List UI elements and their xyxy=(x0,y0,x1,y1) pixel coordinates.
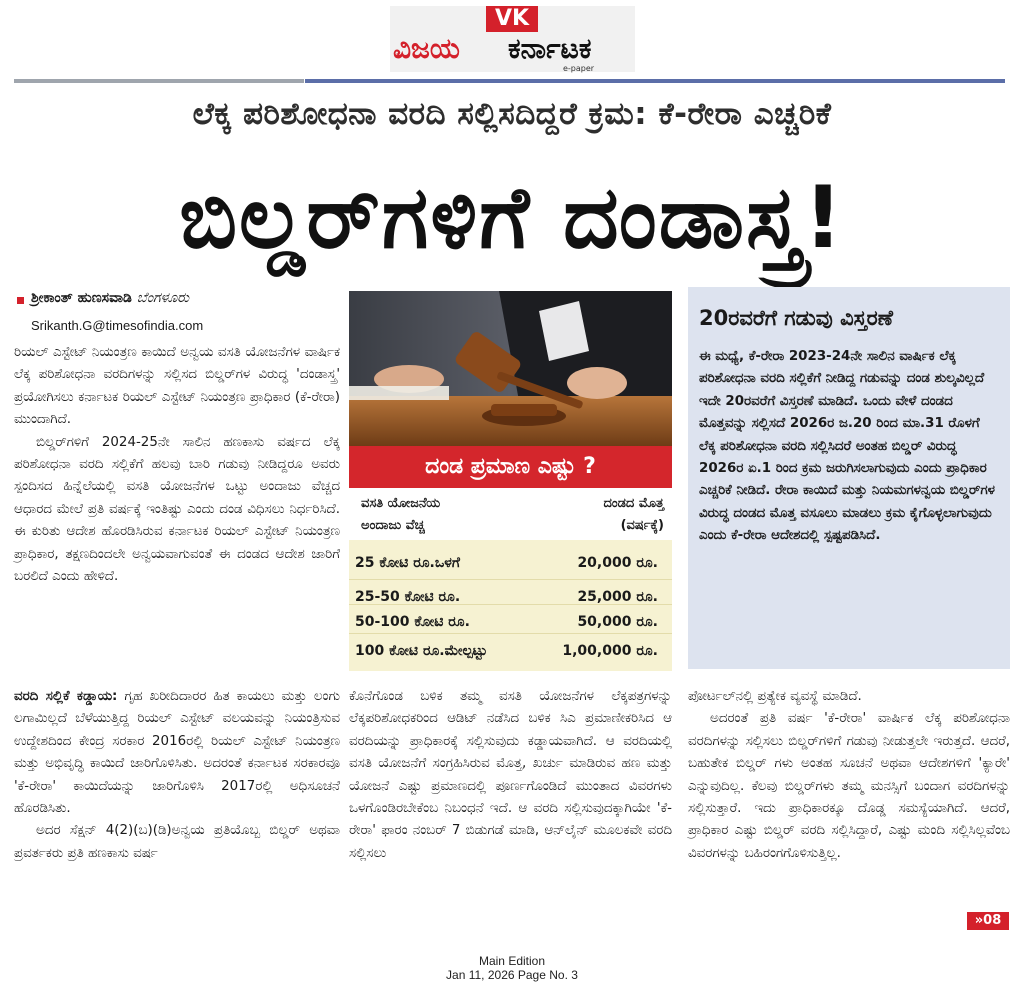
fine-amount: 1,00,000 ರೂ. xyxy=(562,643,658,659)
fine-table-title: ದಂಡ ಪ್ರಮಾಣ ಎಷ್ಟು ? xyxy=(349,446,672,488)
byline xyxy=(31,290,189,306)
article-paragraph: ರಿಯಲ್ ಎಸ್ಟೇಟ್ ನಿಯಂತ್ರಣ ಕಾಯಿದೆ ಅನ್ವಯ ವಸತಿ ಯೋಜನೆಗಳ ವಾರ್ಷಿಕ ಲೆಕ್ಕ ಪರಿಶೋಧನಾ ವರದಿಗಳನ್ನು ಸಲ್ಲಿಸದ ಬಿಲ್ಡರ್‌ಗಳ ವಿರುದ್ಧ 'ದಂಡಾಸ್ತ್ರ' ಪ್ರಯೋಗಿಸಲು ಕರ್ನಾಟಕ ರಿಯಲ್ ಎಸ್ಟೇಟ್ ನಿಯಂತ್ರಣ ಪ್ರಾಧಿಕಾರ (ಕೆ-ರೇರಾ) ಮುಂದಾಗಿದೆ. xyxy=(14,345,340,428)
subhead: ವರದಿ ಸಲ್ಲಿಕೆ ಕಡ್ಡಾಯ: xyxy=(14,689,118,704)
fine-amount: 50,000 ರೂ. xyxy=(577,614,658,630)
masthead-name-part1: ವಿಜಯ xyxy=(393,32,460,65)
article-paragraph: ಕೊನೆಗೊಂಡ ಬಳಿಕ ತಮ್ಮ ವಸತಿ ಯೋಜನೆಗಳ ಲೆಕ್ಕಪತ್ರಗಳನ್ನು ಲೆಕ್ಕಪರಿಶೋಧಕರಿಂದ ಆಡಿಟ್ ನಡೆಸಿದ ಬಳಿಕ ಸಿಎ ಪ್ರಮಾಣೀಕರಿಸಿದ ಆ ವರದಿಯನ್ನು ಪ್ರಾಧಿಕಾರಕ್ಕೆ ಸಲ್ಲಿಸುವುದು ಕಡ್ಡಾಯವಾಗಿದೆ. ಆ ವರದಿಯಲ್ಲಿ ವಸತಿ ಯೋಜನೆಗೆ ಸಂಗ್ರಹಿಸಿರುವ ಮೊತ್ತ, ಖರ್ಚು ಮಾಡಿರುವ ಹಣ ಮತ್ತು ಯೋಜನೆ ಎಷ್ಟು ಪ್ರಮಾಣದಲ್ಲಿ ಪೂರ್ಣಗೊಂಡಿದೆ ಮುಂತಾದ ವಿವರಗಳು ಒಳಗೊಂಡಿರಬೇಕೆಂಬ ನಿಬಂಧನೆ ಇದೆ. ಆ ವರದಿ ಸಲ್ಲಿಸುವುದಕ್ಕಾಗಿಯೇ 'ಕೆ-ರೇರಾ' ಫಾರಂ ನಂಬರ್ 7 ಬಿಡುಗಡೆ ಮಾಡಿ, ಆನ್‌ಲೈನ್ ಮೂಲಕವೇ ವರದಿ ಸಲ್ಲಿಸಲು xyxy=(349,689,672,861)
kicker-headline: ಲೆಕ್ಕ ಪರಿಶೋಧನಾ ವರದಿ ಸಲ್ಲಿಸದಿದ್ದರೆ ಕ್ರಮ: ಕೆ-ರೇರಾ ಎಚ್ಚರಿಕೆ xyxy=(192,96,832,132)
masthead-subtitle: e-paper xyxy=(563,64,595,73)
byline-location: ಬೆಂಗಳೂರು xyxy=(136,290,190,306)
gavel-photo xyxy=(349,291,672,446)
fine-range: 50-100 ಕೋಟಿ ರೂ. xyxy=(355,614,470,630)
sidebar-text: ಈ ಮಧ್ಯೆ, ಕೆ-ರೇರಾ 2023-24ನೇ ಸಾಲಿನ ವಾರ್ಷಿಕ ಲೆಕ್ಕ ಪರಿಶೋಧನಾ ವರದಿ ಸಲ್ಲಿಕೆಗೆ ನೀಡಿದ್ದ ಗಡುವನ್ನು ದಂಡ ಶುಲ್ಕವಿಲ್ಲದೆ ಇದೇ 20ರವರೆಗೆ ವಿಸ್ತರಣೆ ಮಾಡಿದೆ. ಒಂದು ವೇಳೆ ದಂಡದ ಮೊತ್ತವನ್ನು ಸಲ್ಲಿಸದೆ 2026ರ ಜ.20 ರಿಂದ ಮಾ.31 ರೊಳಗೆ ಲೆಕ್ಕ ಪರಿಶೋಧನಾ ವರದಿ ಸಲ್ಲಿಸಿದರೆ ಅಂತಹ ಬಿಲ್ಡರ್ ವಿರುದ್ಧ 2026ರ ಏ.1 ರಿಂದ ಕ್ರಮ ಜರುಗಿಸಲಾಗುವುದು ಎಂದು ಪ್ರಾಧಿಕಾರ ಎಚ್ಚರಿಕೆ ನೀಡಿದೆ. ರೇರಾ ಕಾಯಿದೆ ಮತ್ತು ನಿಯಮಗಳನ್ವಯ ಬಿಲ್ಡರ್‌ಗಳ ವಿರುದ್ಧ ದಂಡದ ಮೊತ್ತ ವಸೂಲು ಮಾಡಲು ಕ್ರಮ ಕೈಗೊಳ್ಳಲಾಗುವುದು ಎಂದು ಕೆ-ರೇರಾ ಆದೇಶದಲ್ಲಿ ಸ್ಪಷ್ಟಪಡಿಸಿದೆ. xyxy=(699,349,995,544)
fine-table-header-right: ದಂಡದ ಮೊತ್ತ (ವರ್ಷಕ್ಕೆ) xyxy=(603,496,664,533)
fine-range: 25-50 ಕೋಟಿ ರೂ. xyxy=(355,589,461,605)
article-paragraph: ಬಿಲ್ಡರ್‌ಗಳಿಗೆ 2024-25ನೇ ಸಾಲಿನ ಹಣಕಾಸು ವರ್ಷದ ಲೆಕ್ಕ ಪರಿಶೋಧನಾ ವರದಿ ಸಲ್ಲಿಕೆಗೆ ಹಲವು ಬಾರಿ ಗಡುವು ನೀಡಿದ್ದರೂ ಅವರು ಸ್ಪಂದಿಸದ ಹಿನ್ನೆಲೆಯಲ್ಲಿ ವಸತಿ ಯೋಜನೆಗಳ ಒಟ್ಟು ಅಂದಾಜು ವೆಚ್ಚದ ಆಧಾರದ ಮೇಲೆ ಪ್ರತಿ ವರ್ಷಕ್ಕೆ ಇಂತಿಷ್ಟು ಎಂದು ದಂಡ ವಿಧಿಸಲು ನಿರ್ಧರಿಸಿದೆ. ಈ ಕುರಿತು ಆದೇಶ ಹೊರಡಿಸಿರುವ ಕರ್ನಾಟಕ ರಿಯಲ್ ಎಸ್ಟೇಟ್ ನಿಯಂತ್ರಣ ಪ್ರಾಧಿಕಾರ, ತಕ್ಷಣದಿಂದಲೇ ಅನ್ವಯವಾಗುವಂತೆ ಈ ದಂಡದ ಆದೇಶ ಜಾರಿಗೆ ಬರಲಿದೆ ಎಂದು ಹೇಳಿದೆ. xyxy=(14,434,340,585)
table-row xyxy=(349,546,672,580)
masthead-name-part2: ಕರ್ನಾಟಕ xyxy=(508,32,592,65)
main-headline: ಬಿಲ್ಡರ್‌ಗಳಿಗೆ ದಂಡಾಸ್ತ್ರ! xyxy=(179,168,845,268)
article-column-3 xyxy=(688,686,1010,865)
table-row xyxy=(349,633,672,668)
fine-amount: 25,000 ರೂ. xyxy=(577,589,658,605)
article-paragraph: ಪೋರ್ಟಲ್‌ನಲ್ಲಿ ಪ್ರತ್ಯೇಕ ವ್ಯವಸ್ಥೆ ಮಾಡಿದೆ. xyxy=(688,689,862,704)
fine-range: 25 ಕೋಟಿ ರೂ.ಒಳಗೆ xyxy=(355,555,460,571)
byline-marker xyxy=(17,297,24,304)
fine-range: 100 ಕೋಟಿ ರೂ.ಮೇಲ್ಪಟ್ಟು xyxy=(355,643,488,659)
header-rule-right xyxy=(305,79,1005,83)
edition-label: Main Edition xyxy=(478,954,546,968)
article-paragraph: ವರದಿ ಸಲ್ಲಿಕೆ ಕಡ್ಡಾಯ: ಗೃಹ ಖರೀದಿದಾರರ ಹಿತ ಕಾಯಲು ಮತ್ತು ಲಂಗು ಲಗಾಮಿಲ್ಲದೆ ಬೆಳೆಯುತ್ತಿದ್ದ ರಿಯಲ್ ಎಸ್ಟೇಟ್ ವಲಯವನ್ನು ನಿಯಂತ್ರಿಸುವ ಉದ್ದೇಶದಿಂದ ಕೇಂದ್ರ ಸರಕಾರ 2016ರಲ್ಲಿ ರಿಯಲ್ ಎಸ್ಟೇಟ್ ನಿಯಂತ್ರಣ ಮತ್ತು ಅಭಿವೃದ್ಧಿ ಕಾಯಿದೆ ಜಾರಿಗೊಳಿಸಿತು. ಅದರಂತೆ ಕರ್ನಾಟಕ ಸರಕಾರವೂ 'ಕೆ-ರೇರಾ' ಕಾಯಿದೆಯನ್ನು ಜಾರಿಗೊಳಿಸಿ 2017ರಲ್ಲಿ ಅಧಿಸೂಚನೆ ಹೊರಡಿಸಿತು. xyxy=(14,689,340,817)
fine-table-header-left: ವಸತಿ ಯೋಜನೆಯ ಅಂದಾಜು ವೆಚ್ಚ xyxy=(361,496,441,533)
gavel-image xyxy=(349,291,672,446)
header-rule-left xyxy=(14,79,304,83)
byline-author: ಶ್ರೀಕಾಂತ್ ಹುಣಸವಾಡಿ xyxy=(31,290,132,306)
article-column-2 xyxy=(349,686,672,865)
vk-badge: VK xyxy=(486,6,538,32)
fine-amount: 20,000 ರೂ. xyxy=(577,555,658,571)
article-paragraph: ಅದರ ಸೆಕ್ಷನ್ 4(2)(ಬ)(ಡಿ)ಅನ್ವಯ ಪ್ರತಿಯೊಬ್ಬ ಬಿಲ್ಡರ್ ಅಥವಾ ಪ್ರವರ್ತಕರು ಪ್ರತಿ ಹಣಕಾಸು ವರ್ಷ xyxy=(14,823,340,861)
byline-email[interactable]: Srikanth.G@timesofindia.com xyxy=(31,318,204,333)
sidebar-title: 20ರವರೆಗೆ ಗಡುವು ವಿಸ್ತರಣೆ xyxy=(699,306,893,330)
article-column-1 xyxy=(14,342,340,588)
article-paragraph: ಅದರಂತೆ ಪ್ರತಿ ವರ್ಷ 'ಕೆ-ರೇರಾ' ವಾರ್ಷಿಕ ಲೆಕ್ಕ ಪರಿಶೋಧನಾ ವರದಿಗಳನ್ನು ಸಲ್ಲಿಸಲು ಬಿಲ್ಡರ್‌ಗಳಿಗೆ ಗಡುವು ನೀಡುತ್ತಲೇ ಇರುತ್ತದೆ. ಆದರೆ, ಬಹುತೇಕ ಬಿಲ್ಡರ್ ಗಳು ಅಂತಹ ಸೂಚನೆ ಅಥವಾ ಆದೇಶಗಳಿಗೆ 'ಕ್ಯಾರೇ' ಎನ್ನುವುದಿಲ್ಲ. ಕೆಲವು ಬಿಲ್ಡರ್‌ಗಳು ತಮ್ಮ ಮನಸ್ಸಿಗೆ ಬಂದಾಗ ವರದಿಗಳನ್ನು ಸಲ್ಲಿಸುತ್ತಾರೆ. ಇದು ಪ್ರಾಧಿಕಾರಕ್ಕೂ ದೊಡ್ಡ ಸಮಸ್ಯೆಯಾಗಿದೆ. ಆದರೆ, ಪ್ರಾಧಿಕಾರ ಎಷ್ಟು ಬಿಲ್ಡರ್ ವರದಿ ಸಲ್ಲಿಸಿದ್ದಾರೆ, ಎಷ್ಟು ಮಂದಿ ಸಲ್ಲಿಸಿಲ್ಲವೆಂಬ ವಿವರಗಳನ್ನು ಬಹಿರಂಗಗೊಳಿಸುತ್ತಿಲ್ಲ. xyxy=(688,711,1010,861)
date-page-label: Jan 11, 2026 Page No. 3 xyxy=(446,968,578,982)
continued-page-link[interactable]: »08 xyxy=(967,912,1009,930)
article-column-1-bottom xyxy=(14,686,340,865)
